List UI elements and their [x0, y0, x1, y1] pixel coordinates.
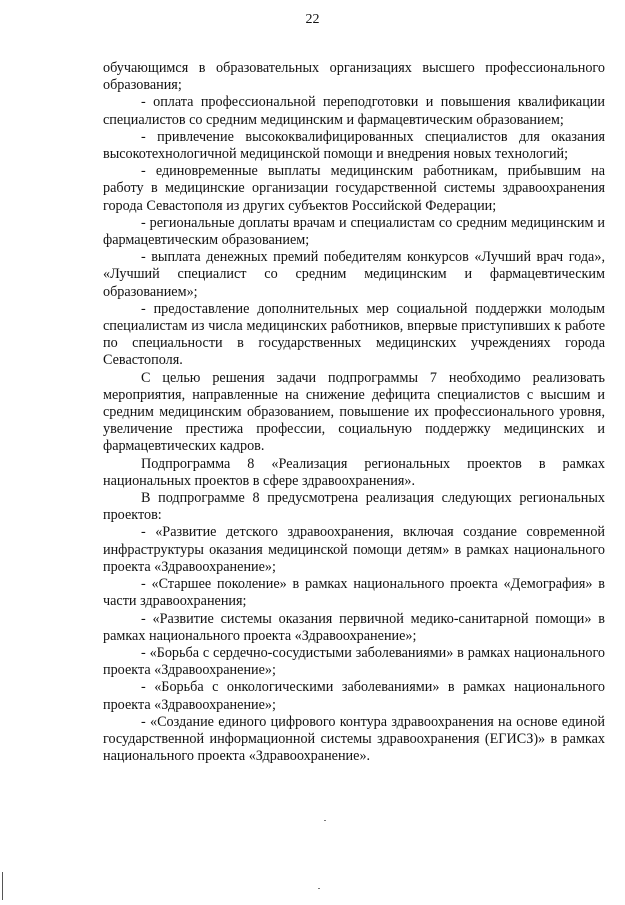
page-number: 22: [305, 12, 320, 27]
list-item-child-healthcare: - «Развитие детского здравоохранения, включая создание современной инфраструктуры оказания медицинской помощи детям» в рамках национального проекта «Здравоохранение»;: [103, 524, 605, 575]
list-item-social-support: - предоставление дополнительных мер социальной поддержки молодым специалистам из числа медицинских работников, впервые приступивших к работе по специальности в государственных медицинских учреждениях города Севастополя.: [103, 300, 605, 369]
document-body: [103, 60, 605, 765]
paragraph-continuation: обучающимся в образовательных организациях высшего профессионального образования;: [103, 60, 605, 94]
list-item-cardiovascular: - «Борьба с сердечно-сосудистыми заболеваниями» в рамках национального проекта «Здравоохранение»;: [103, 644, 605, 679]
scan-speck: [324, 820, 326, 821]
paragraph-subprogram-8-intro: В подпрограмме 8 предусмотрена реализация следующих региональных проектов:: [103, 490, 605, 524]
list-item-regional-bonuses: - региональные доплаты врачам и специалистам со средним медицинским и фармацевтическим образованием;: [103, 214, 605, 249]
list-item-older-generation: - «Старшее поколение» в рамках национального проекта «Демография» в части здравоохранения;: [103, 576, 605, 610]
list-item-oncology: - «Борьба с онкологическими заболеваниями» в рамках национального проекта «Здравоохранение»;: [103, 679, 605, 713]
list-item-attracting-specialists: - привлечение высококвалифицированных специалистов для оказания высокотехнологичной медицинской помощи и внедрения новых технологий;: [103, 128, 605, 163]
list-item-digital-circuit: - «Создание единого цифрового контура здравоохранения на основе единой государственной информационной системы здравоохранения (ЕГИСЗ)» в рамках национального проекта «Здравоохранение».: [103, 713, 605, 765]
scan-speck: [318, 888, 320, 889]
list-item-retraining: - оплата профессиональной переподготовки и повышения квалификации специалистов со средним медицинским и фармацевтическим образованием;: [103, 94, 605, 128]
list-item-primary-care: - «Развитие системы оказания первичной медико-санитарной помощи» в рамках национального проекта «Здравоохранение»;: [103, 610, 605, 644]
list-item-contest-prizes: - выплата денежных премий победителям конкурсов «Лучший врач года», «Лучший специалист со средним медицинским и фармацевтическим образованием»;: [103, 249, 605, 300]
paragraph-subprogram-8-title: Подпрограмма 8 «Реализация региональных проектов в рамках национальных проектов в сфере здравоохранения».: [103, 455, 605, 489]
list-item-one-time-payments: - единовременные выплаты медицинским работникам, прибывшим на работу в медицинские организации государственной системы здравоохранения города Севастополя из других субъектов Российской Федерации;: [103, 163, 605, 214]
scan-margin-line: [2, 872, 3, 900]
paragraph-subprogram-7: С целью решения задачи подпрограммы 7 необходимо реализовать мероприятия, направленные на снижение дефицита специалистов с высшим и средним медицинским образованием, повышение их профессионального уровня, увеличение престижа профессии, социальную поддержку медицинских и фармацевтических кадров.: [103, 369, 605, 455]
